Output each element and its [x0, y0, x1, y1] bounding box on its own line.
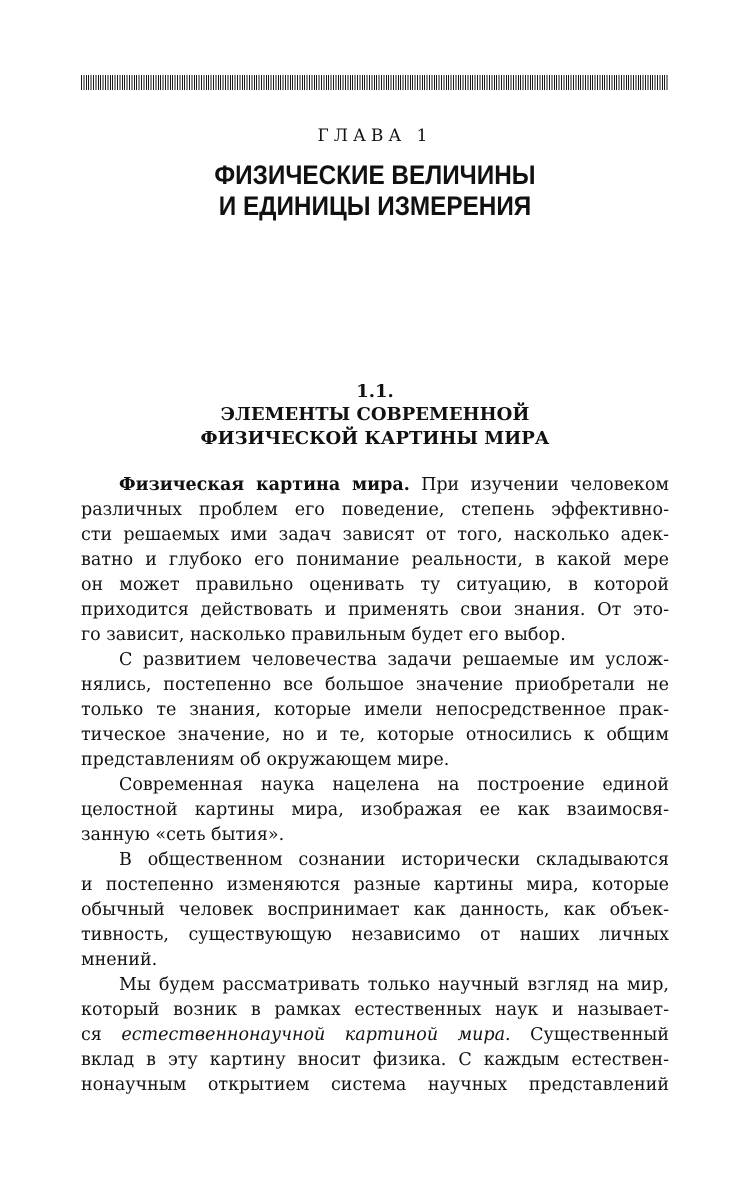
text-line: мнений.: [81, 950, 158, 970]
chapter-title: [110, 160, 639, 222]
chapter-title-line-2: И ЕДИНИЦЫ ИЗМЕРЕНИЯ: [218, 191, 532, 221]
section-title-line-2: ФИЗИЧЕСКОЙ КАРТИНЫ МИРА: [200, 428, 550, 449]
text-line: занную «сеть бытия».: [81, 825, 285, 845]
text-line: только те знания, которые имели непосредственное прак-: [81, 700, 669, 720]
text-line: В общественном сознании исторически складываются: [119, 850, 669, 870]
text-line: сти решаемых ими задач зависят от того, насколько адек-: [81, 525, 669, 545]
text-line: тивность, существующую независимо от наших личных: [81, 925, 669, 945]
text-line: С развитием человечества задачи решаемые им услож-: [119, 650, 669, 670]
text-line: Мы будем рассматривать только научный взгляд на мир,: [119, 975, 669, 995]
text-line: он может правильно оценивать ту ситуацию, в которой: [81, 575, 669, 595]
text-line: нонаучным открытием система научных представлений: [81, 1075, 669, 1095]
text-line: различных проблем его поведение, степень эффективно-: [81, 500, 669, 520]
section-title: [81, 403, 669, 451]
section-title-line-1: ЭЛЕМЕНТЫ СОВРЕМЕННОЙ: [220, 404, 530, 425]
chapter-title-line-1: ФИЗИЧЕСКИЕ ВЕЛИЧИНЫ: [214, 160, 536, 190]
text-line: приходится действовать и применять свои знания. От это-: [81, 600, 669, 620]
body-text: [81, 473, 669, 1098]
text-line: го зависит, насколько правильным будет его выбор.: [81, 625, 566, 645]
text-line: обычный человек воспринимает как данность, как объек-: [81, 900, 669, 920]
header-rule: [81, 75, 669, 90]
chapter-label: ГЛАВА 1: [317, 126, 433, 146]
text-line: ватно и глубоко его понимание реальности, в какой мере: [81, 550, 669, 570]
text-line: вклад в эту картину вносит физика. С каждым естествен-: [81, 1050, 669, 1070]
text-line: нялись, постепенно все большое значение приобретали не: [81, 675, 669, 695]
text-line: Современная наука нацелена на построение единой: [119, 775, 669, 795]
text-line: представлениям об окружающем мире.: [81, 750, 450, 770]
run-in-heading: Физическая картина мира.: [119, 475, 410, 495]
italic-term: естественнонаучной картиной мира.: [121, 1025, 511, 1045]
section-number: 1.1.: [356, 381, 394, 402]
text-line: Физическая картина мира. При изучении человеком: [119, 475, 669, 495]
text-line: и постепенно изменяются разные картины мира, которые: [81, 875, 669, 895]
text-line: тическое значение, но и те, которые относились к общим: [81, 725, 669, 745]
text-line: целостной картины мира, изображая ее как взаимосвя-: [81, 800, 669, 820]
text-line: который возник в рамках естественных наук и называет-: [81, 1000, 669, 1020]
text-line: ся естественнонаучной картиной мира. Существенный: [81, 1025, 669, 1045]
